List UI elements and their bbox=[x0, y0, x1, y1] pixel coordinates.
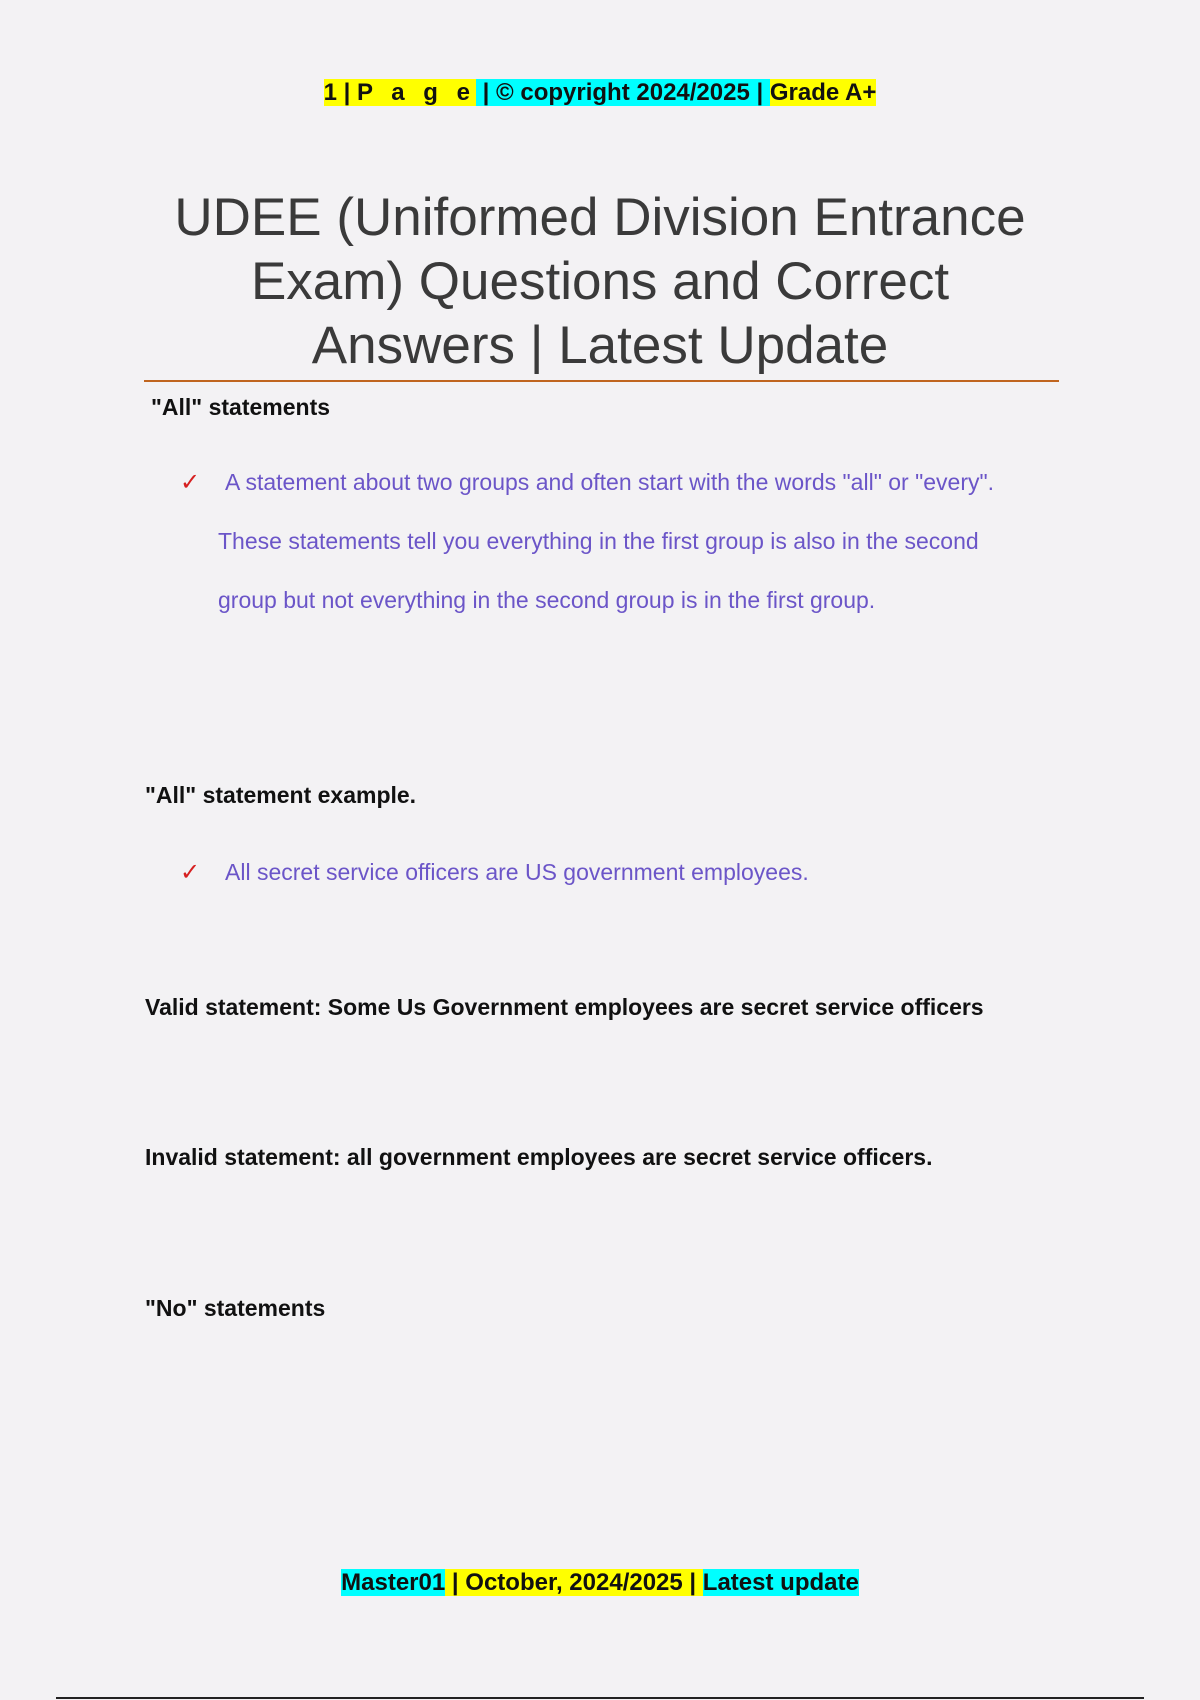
header-copyright: | © copyright 2024/2025 | bbox=[475, 79, 770, 106]
answer-all-statements-text: A statement about two groups and often start with the words "all" or "every". These statements tell you everything in the first group is also in the second group but not everything in the second group is in the first group. bbox=[218, 469, 995, 613]
header-grade: Grade A+ bbox=[769, 79, 877, 106]
term-all-example: "All" statement example. bbox=[145, 782, 417, 808]
document-title: UDEE (Uniformed Division Entrance Exam) Questions and Correct Answers | Latest Update bbox=[174, 188, 1026, 375]
footer-date: | October, 2024/2025 | bbox=[445, 1569, 703, 1596]
footer-author: Master01 bbox=[341, 1569, 446, 1596]
term-no-statements: "No" statements bbox=[145, 1295, 326, 1321]
footer-status: Latest update bbox=[702, 1569, 859, 1596]
header-page-number: 1 bbox=[323, 79, 337, 106]
answer-all-example bbox=[180, 843, 1040, 902]
term-all-statements: "All" statements bbox=[151, 394, 331, 420]
footer-divider bbox=[56, 1697, 1144, 1699]
answer-all-example-text: All secret service officers are US government employees. bbox=[225, 859, 809, 885]
answer-all-statements bbox=[180, 453, 1040, 630]
valid-statement: Valid statement: Some Us Government employees are secret service officers bbox=[145, 994, 984, 1020]
page-footer bbox=[0, 1565, 1200, 1601]
check-icon: ✓ bbox=[180, 469, 201, 496]
title-divider bbox=[144, 380, 1059, 382]
header-page-word: P a g e bbox=[357, 79, 476, 106]
page-header bbox=[0, 73, 1200, 113]
invalid-statement: Invalid statement: all government employees are secret service officers. bbox=[145, 1144, 933, 1170]
check-icon: ✓ bbox=[180, 859, 201, 886]
header-separator: | bbox=[336, 79, 358, 106]
